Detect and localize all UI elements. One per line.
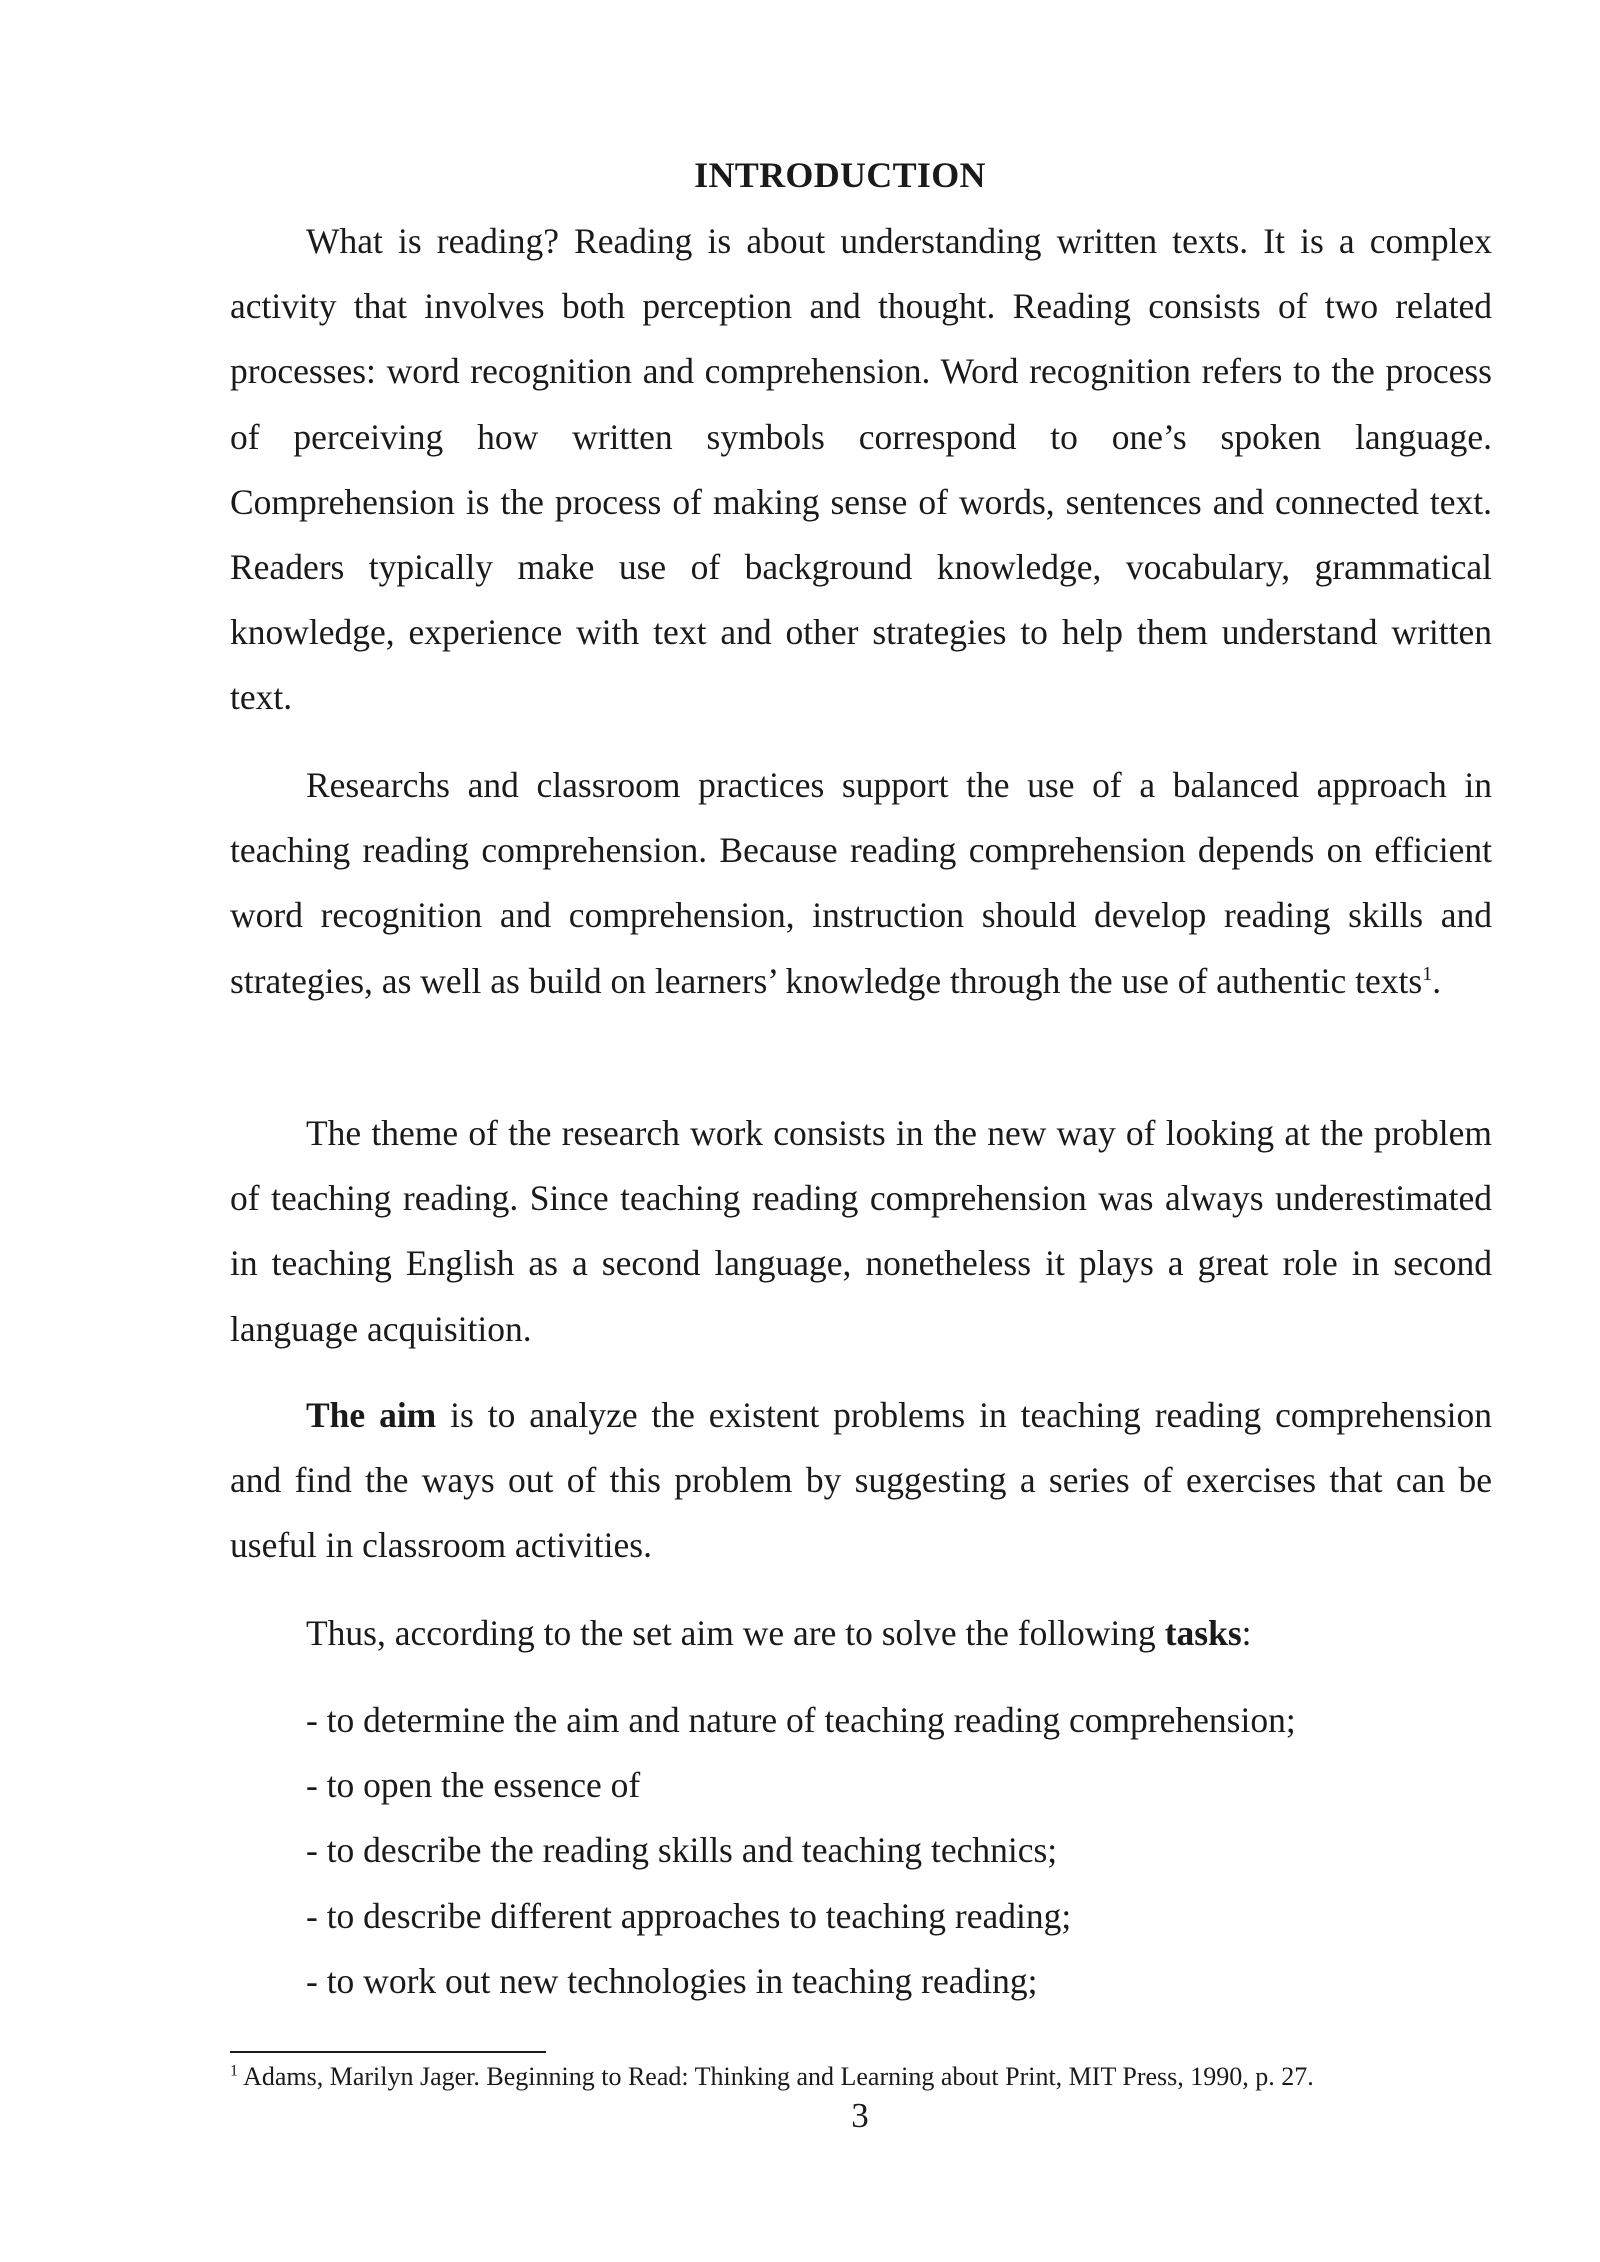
- aim-text: is to analyze the existent problems in teaching reading comprehension and find the ways out of this problem by suggesting a series of exercises that can be useful in classroom activities.: [230, 1395, 1492, 1566]
- list-item: - to describe different approaches to teaching reading;: [306, 1895, 1072, 1936]
- paragraph-end: .: [1432, 960, 1442, 1001]
- tasks-label: tasks: [1164, 1613, 1242, 1653]
- footnote: [230, 2060, 1492, 2094]
- paragraph-text: Researchs and classroom practices support the use of a balanced approach in teaching reading comprehension. Because reading comprehension depends on efficient word recognition and comprehension, instruction should develop reading skills and strategies, as well as build on learners’ knowledge through the use of authentic texts: [230, 765, 1492, 1001]
- page-number: 3: [851, 2096, 869, 2135]
- tasks-intro-text: Thus, according to the set aim we are to solve the following: [306, 1613, 1165, 1653]
- footnote-reference: 1: [1422, 962, 1433, 985]
- section-heading: INTRODUCTION: [694, 155, 986, 195]
- paragraph-tasks-intro: [230, 1601, 1492, 1666]
- list-item: - to describe the reading skills and teaching technics;: [306, 1830, 1058, 1871]
- list-item: - to work out new technologies in teaching reading;: [306, 1960, 1038, 2001]
- tasks-intro-end: :: [1241, 1613, 1252, 1653]
- paragraph-reading-definition: What is reading? Reading is about understanding written texts. It is a complex activity that involves both perception and thought. Reading consists of two related processes: word recognition and comprehension. Word recognition refers to the process of perceiving how written symbols correspond to one’s spoken language. Comprehension is the process of making sense of words, sentences and connected text. Readers typically make use of background knowledge, vocabulary, grammatical knowledge, experience with text and other strategies to help them understand written text.: [230, 221, 1492, 718]
- paragraph-aim: [230, 1383, 1492, 1579]
- aim-label: The aim: [306, 1395, 437, 1435]
- paragraph-balanced-approach: [230, 753, 1492, 1014]
- footnote-marker: 1: [230, 2062, 238, 2080]
- task-list: [306, 1688, 1296, 2014]
- footnote-separator: [230, 2051, 546, 2053]
- paragraph-research-theme: The theme of the research work consists in the new way of looking at the problem of teaching reading. Since teaching reading comprehension was always underestimated in teaching English as a second language, nonetheless it plays a great role in second language acquisition.: [230, 1113, 1492, 1349]
- list-item: - to open the essence of: [306, 1765, 641, 1806]
- footnote-text: Adams, Marilyn Jager. Beginning to Read: Thinking and Learning about Print, MIT Press, 1990, p. 27.: [238, 2062, 1314, 2091]
- list-item: - to determine the aim and nature of teaching reading comprehension;: [306, 1700, 1296, 1740]
